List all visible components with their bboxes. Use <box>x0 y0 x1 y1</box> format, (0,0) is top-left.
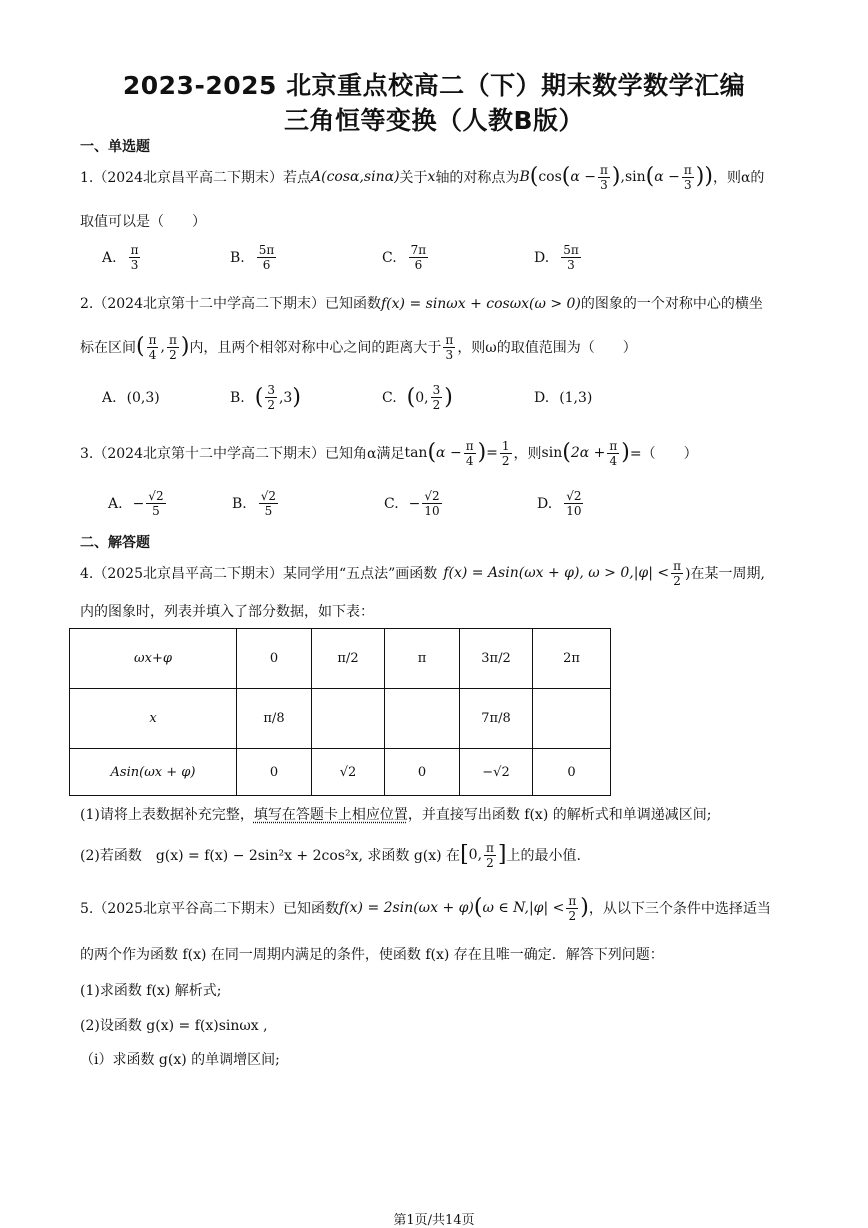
table-cell: −√2 <box>460 749 533 796</box>
fraction-denominator: 4 <box>148 347 157 362</box>
q1-fraction-2 <box>682 163 694 192</box>
q2-option-a <box>102 390 160 406</box>
q1-axis-var: x <box>427 169 436 185</box>
q4-prefix: 4.（2025北京昌平高二下期末）某同学用“五点法”画函数 <box>80 566 438 582</box>
q5-function: f(x) = 2sin(ωx + φ) <box>339 900 474 916</box>
fraction-numerator: 5π <box>563 243 579 257</box>
q3-option-d <box>537 489 585 518</box>
q1-alpha-minus-1: α − <box>570 169 597 185</box>
table-cell: 3π/2 <box>460 629 533 689</box>
table-cell <box>533 689 611 749</box>
paren-open: ( <box>473 895 483 920</box>
fraction-numerator: π <box>130 243 139 257</box>
q2-option-c <box>382 383 453 412</box>
table-header-cell: Asin(ωx + φ) <box>70 749 237 796</box>
q1-point-b: B <box>519 169 530 185</box>
five-point-table <box>69 628 611 796</box>
q2-function: f(x) = sinωx + cosωx(ω > 0) <box>381 296 581 312</box>
question-5-stem-line2: 的两个作为函数 f(x) 在同一周期内满足的条件，使函数 f(x) 存在且唯一确定．解答下列问题： <box>80 947 664 963</box>
q1-option-c <box>382 243 430 272</box>
option-label: D. <box>534 249 550 266</box>
q1-frac1-den: 3 <box>600 177 608 192</box>
fraction-numerator: √2 <box>148 489 164 503</box>
q1-frac2-den: 3 <box>684 177 692 192</box>
option-value-rest: ,3 <box>278 389 293 406</box>
q1-option-a <box>102 243 142 272</box>
q1-point-a: A(cosα,sinα) <box>311 169 400 185</box>
option-label: A. <box>102 249 117 266</box>
fraction-numerator: π <box>465 438 474 453</box>
paren-open: ( <box>254 384 264 410</box>
q3-equals: = <box>486 445 498 461</box>
q2-interval-frac2 <box>167 333 179 362</box>
fraction-numerator: π <box>486 840 494 855</box>
fraction-numerator: √2 <box>566 489 582 503</box>
option-fraction <box>431 383 443 412</box>
q2-line2-a: 标在区间 <box>80 340 136 356</box>
q1-option-d <box>534 243 583 272</box>
question-5-stem <box>80 891 771 925</box>
option-fraction <box>409 243 429 272</box>
fraction-denominator: 10 <box>424 504 440 518</box>
q2-interval-close: ) <box>180 334 190 359</box>
question-1-stem: 1.（2024北京昌平高二下期末）若点 A(cosα,sinα) 关于 x 轴的对称点为 B ( cos ( α − $\frac{\pi}{3}$ ) , sin ( α − $\frac{\pi}{3}$ ) ) ，则α的 <box>80 162 765 192</box>
q1-tail: ，则α的 <box>712 170 765 186</box>
q2-interval-frac1 <box>147 333 159 362</box>
q3-pi-over-4 <box>464 439 476 468</box>
paren-close: ) <box>444 384 453 410</box>
table-header-cell: x <box>70 689 237 749</box>
option-fraction <box>265 383 277 412</box>
option-label: A. <box>108 495 123 512</box>
q1-cos: cos <box>538 169 562 185</box>
fraction-denominator: 3 <box>130 258 139 272</box>
fraction-numerator: π <box>168 332 177 347</box>
section-heading-solution: 二、解答题 <box>80 535 150 551</box>
fraction-denominator: 2 <box>169 347 177 362</box>
table-cell: 0 <box>385 749 460 796</box>
option-label: C. <box>384 495 399 512</box>
question-4-stem <box>80 556 765 590</box>
q4-sub2-a: (2)若函数 g(x) = f(x) − 2sin²x + 2cos²x, 求函数 g(x) 在 <box>80 848 461 864</box>
fraction-denominator: 4 <box>465 453 474 468</box>
table-cell <box>385 689 460 749</box>
option-fraction <box>561 243 581 272</box>
fraction-denominator: 2 <box>501 453 510 468</box>
fraction-denominator: 3 <box>445 347 454 362</box>
q3-pi-over-4-b <box>607 439 619 468</box>
q3-sin: sin <box>541 445 563 461</box>
option-label: D. <box>534 390 550 406</box>
q2-line2-c: ，则ω的取值范围为（ ） <box>457 340 637 356</box>
q1-paren-open-1: ( <box>561 164 571 189</box>
fraction-numerator: √2 <box>260 489 277 503</box>
q3-option-c <box>384 489 444 518</box>
q3-option-b <box>232 489 280 518</box>
fraction-numerator: π <box>609 438 618 453</box>
table-cell: π <box>385 629 460 689</box>
q1-big-paren-open: ( <box>529 164 539 189</box>
option-fraction <box>129 243 141 272</box>
fraction-numerator: 3 <box>267 383 275 397</box>
q2-tail: 的图象的一个对称中心的横坐 <box>580 296 763 312</box>
option-label: C. <box>382 389 397 406</box>
option-fraction <box>146 489 165 518</box>
q4-interval-left: 0, <box>468 847 483 863</box>
q3-tan: tan <box>404 445 428 461</box>
q5-condition: ω ∈ N,|φ| < <box>482 900 565 916</box>
q5-prefix: 5.（2025北京平谷高二下期末）已知函数 <box>80 901 339 917</box>
option-label: A. <box>102 390 117 406</box>
fraction-denominator: 10 <box>566 504 582 518</box>
q3-alpha-minus: α − <box>436 445 462 461</box>
option-value: (1,3) <box>559 390 593 406</box>
table-cell: 7π/8 <box>460 689 533 749</box>
option-sign: − <box>408 495 421 512</box>
fraction-numerator: 3 <box>432 383 441 397</box>
fraction-numerator: π <box>148 332 157 347</box>
option-label: D. <box>537 495 553 512</box>
table-row <box>70 689 611 749</box>
fraction-denominator: 5 <box>264 504 273 518</box>
q3-tail: =（ ） <box>629 446 698 462</box>
table-header-cell: ωx+φ <box>70 629 237 689</box>
q1-frac2-num: π <box>683 162 692 177</box>
option-fraction <box>259 489 278 518</box>
paren-open: ( <box>406 384 416 410</box>
q4-sub1-b: ，并直接写出函数 f(x) 的解析式和单调递减区间; <box>407 807 712 823</box>
q2-interval-open: ( <box>136 334 145 359</box>
q1-paren-close-1: ) <box>611 164 621 189</box>
q3-prefix: 3.（2024北京第十二中学高二下期末）已知角α满足 <box>80 446 405 462</box>
fraction-denominator: 2 <box>486 855 494 870</box>
q1-mid2: 轴的对称点为 <box>435 170 520 186</box>
question-5-part-2: (2)设函数 g(x) = f(x)sinωx , <box>80 1018 268 1034</box>
q3-two-alpha-plus: 2α + <box>570 445 606 461</box>
question-4-part-1 <box>80 804 711 824</box>
bracket-close: ] <box>497 842 507 867</box>
q4-interval-frac <box>484 841 496 870</box>
question-1-stem-line2: 取值可以是（ ） <box>80 214 206 230</box>
fraction-denominator: 4 <box>609 453 618 468</box>
q4-pi-over-2 <box>671 559 683 588</box>
option-value: (0,3) <box>126 390 160 406</box>
fraction-denominator: 6 <box>262 258 271 272</box>
q2-distance-frac <box>443 333 455 362</box>
q1-alpha-minus-2: α − <box>654 169 680 185</box>
q3-one-half <box>500 439 512 468</box>
fraction-numerator: π <box>568 893 577 908</box>
q4-sub2-b: 上的最小值. <box>506 848 581 864</box>
q4-sub1-emphasis: 填写在答题卡上相应位置 <box>253 807 408 823</box>
fraction-numerator: π <box>445 332 454 347</box>
q1-frac1-num: π <box>600 162 608 177</box>
table-cell: √2 <box>312 749 385 796</box>
q1-big-paren-close: ) <box>704 164 713 189</box>
fraction-numerator: 5π <box>258 243 275 257</box>
question-4-part-2 <box>80 838 581 872</box>
q1-mid: 关于 <box>399 170 428 186</box>
q1-fraction-1 <box>598 163 610 192</box>
section-heading-single-choice: 一、单选题 <box>80 139 150 155</box>
q5-pi-over-2 <box>566 894 578 923</box>
table-cell: 0 <box>533 749 611 796</box>
table-cell <box>312 689 385 749</box>
q4-function: f(x) = Asin(ωx + φ), ω > 0,|φ| < <box>443 565 670 581</box>
fraction-numerator: 1 <box>501 438 510 453</box>
question-2-stem-line2: 标在区间 ( $\frac{\pi}{4}$ , $\frac{\pi}{2}$ ) 内，且两个相邻对称中心之间的距离大于 $\frac{\pi}{3}$ ，则ω的取值范围为（ ） <box>80 332 637 362</box>
paren-close: ) <box>580 895 589 920</box>
page-number-footer: 第1页/共14页 <box>393 1213 475 1228</box>
paren-close: ) <box>621 440 630 465</box>
option-fraction <box>257 243 277 272</box>
fraction-denominator: 2 <box>432 398 441 412</box>
option-label: C. <box>382 249 397 266</box>
q2-line2-b: 内，且两个相邻对称中心之间的距离大于 <box>189 340 442 356</box>
document-title-line1: 2023-2025 北京重点校高二（下）期末数学数学汇编 <box>122 71 746 100</box>
fraction-denominator: 2 <box>673 573 681 588</box>
option-fraction <box>564 489 583 518</box>
table-cell: 0 <box>237 749 312 796</box>
bracket-open: [ <box>460 842 469 867</box>
table-cell: π/8 <box>237 689 312 749</box>
fraction-denominator: 5 <box>152 504 160 518</box>
q1-paren-open-2: ( <box>645 164 655 189</box>
table-row <box>70 629 611 689</box>
paren-open: ( <box>427 440 437 465</box>
q4-sub1-a: (1)请将上表数据补充完整， <box>80 807 254 823</box>
option-label: B. <box>232 495 247 512</box>
table-cell: 2π <box>533 629 611 689</box>
table-row <box>70 749 611 796</box>
option-label: B. <box>230 389 245 406</box>
fraction-numerator: √2 <box>424 489 440 503</box>
q2-option-b <box>230 383 301 412</box>
q1-paren-close-2: ) <box>695 164 705 189</box>
paren-close: ) <box>292 384 301 410</box>
question-2-stem <box>80 293 763 313</box>
paren-open: ( <box>562 440 571 465</box>
fraction-denominator: 2 <box>568 908 577 923</box>
q2-option-d <box>534 390 592 406</box>
q5-tail: ，从以下三个条件中选择适当 <box>588 901 771 917</box>
q3-option-a <box>108 489 168 518</box>
paren-close: ) <box>477 440 487 465</box>
question-5-part-1: (1)求函数 f(x) 解析式; <box>80 983 222 999</box>
table-cell: π/2 <box>312 629 385 689</box>
fraction-numerator: π <box>673 558 682 573</box>
question-4-stem-line2: 内的图象时，列表并填入了部分数据，如下表： <box>80 604 374 620</box>
fraction-numerator: 7π <box>410 243 427 257</box>
fraction-denominator: 2 <box>267 398 275 412</box>
option-label: B. <box>230 249 245 266</box>
fraction-denominator: 6 <box>414 258 423 272</box>
q2-prefix: 2.（2024北京第十二中学高二下期末）已知函数 <box>80 296 381 312</box>
q1-sin: sin <box>624 169 646 185</box>
fraction-denominator: 3 <box>567 258 575 272</box>
q4-tail: )在某一周期, <box>685 566 765 582</box>
q1-prefix: 1.（2024北京昌平高二下期末）若点 <box>80 170 311 186</box>
q3-mid: ，则 <box>513 446 542 462</box>
table-cell: 0 <box>237 629 312 689</box>
document-title-line2: 三角恒等变换（人教B版） <box>283 106 585 135</box>
option-fraction <box>422 489 441 518</box>
option-value-start: 0, <box>415 389 429 406</box>
option-sign: − <box>132 495 145 512</box>
q1-option-b <box>230 243 278 272</box>
question-3-stem <box>80 436 698 470</box>
question-5-part-2-i: （i）求函数 g(x) 的单调增区间; <box>80 1052 280 1068</box>
